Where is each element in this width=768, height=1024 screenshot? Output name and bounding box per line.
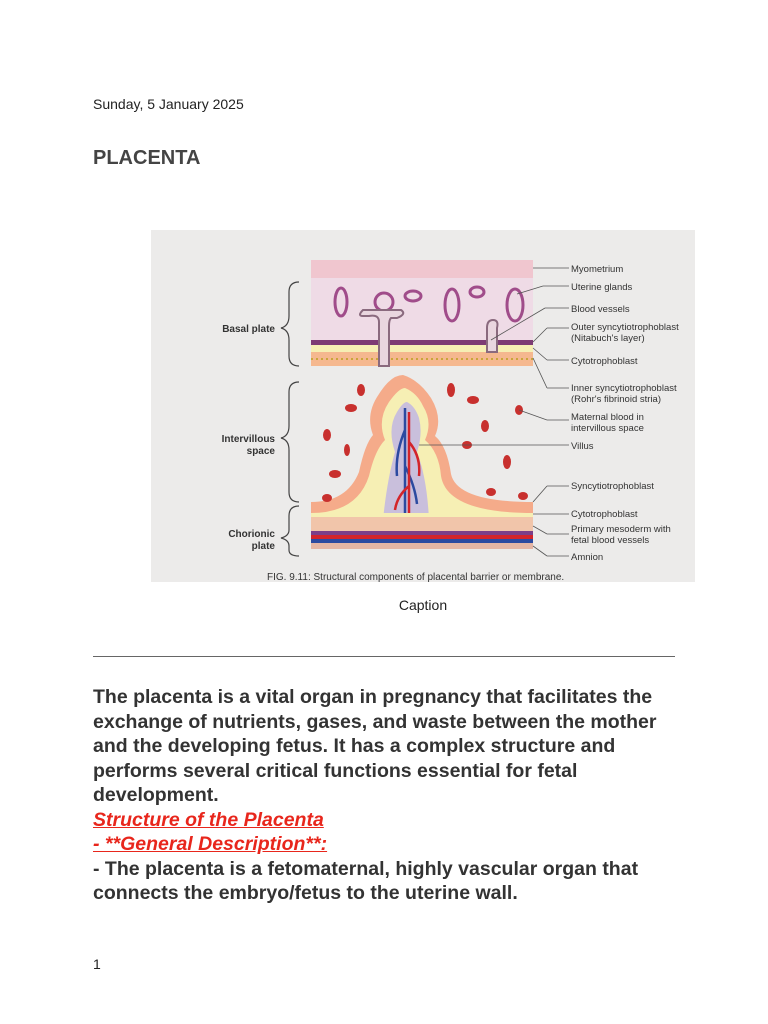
label-villus: Villus (571, 441, 594, 452)
body-text (93, 685, 693, 906)
myometrium-layer (311, 260, 533, 278)
primary-mesoderm (311, 517, 533, 531)
label-outer-syncytio-1: Outer syncytiotrophoblast (571, 322, 679, 333)
amnion-layer (311, 543, 533, 549)
label-mesoderm-2: fetal blood vessels (571, 535, 650, 546)
cytotrophoblast-layer (311, 345, 533, 352)
nitabuch-layer (311, 340, 533, 345)
label-blood-vessels: Blood vessels (571, 304, 630, 315)
label-chorionic-1: Chorionic (228, 529, 275, 540)
intro-paragraph: The placenta is a vital organ in pregnancy that facilitates the exchange of nutrients, gases, and waste between the mother and the developing fetus. It has a complex structure and performs several critical functions essential for fetal development. (93, 686, 657, 806)
spiral-artery-2 (487, 320, 498, 352)
label-cytotrophoblast-2: Cytotrophoblast (571, 509, 638, 520)
document-date: Sunday, 5 January 2025 (93, 96, 244, 112)
figure-caption-text: FIG. 9.11: Structural components of placental barrier or membrane. (267, 572, 565, 582)
uterine-gland-layer (311, 278, 533, 340)
label-uterine-glands: Uterine glands (571, 282, 633, 293)
label-chorionic-2: plate (251, 541, 275, 552)
label-basal-plate: Basal plate (222, 324, 275, 335)
label-intervillous-1: Intervillous (221, 434, 275, 445)
label-myometrium: Myometrium (571, 264, 624, 275)
vessel-purple (311, 531, 533, 535)
vessel-blue (311, 539, 533, 543)
image-caption: Caption (398, 597, 448, 613)
horizontal-divider (93, 656, 675, 657)
chorion-cyto (311, 513, 533, 517)
label-syncytiotrophoblast: Syncytiotrophoblast (571, 481, 654, 492)
label-maternal-blood-1: Maternal blood in (571, 412, 644, 423)
placenta-figure (151, 230, 695, 582)
page-number: 1 (93, 956, 101, 972)
label-inner-syncytio-1: Inner syncytiotrophoblast (571, 383, 677, 394)
label-maternal-blood-2: intervillous space (571, 423, 644, 434)
vessel-red (311, 535, 533, 539)
section-subheading: - **General Description**: (93, 833, 328, 855)
label-amnion: Amnion (571, 552, 604, 563)
label-cytotrophoblast-1: Cytotrophoblast (571, 356, 638, 367)
label-inner-syncytio-2: (Rohr's fibrinoid stria) (571, 394, 661, 405)
label-mesoderm-1: Primary mesoderm with (571, 524, 671, 535)
page-title: PLACENTA (93, 147, 201, 169)
placenta-diagram (151, 230, 695, 582)
bullet-text: - The placenta is a fetomaternal, highly vascular organ that connects the embryo/fetus to the uterine wall. (93, 857, 639, 904)
label-outer-syncytio-2: (Nitabuch's layer) (571, 333, 645, 344)
label-intervillous-2: space (246, 446, 275, 457)
section-heading: Structure of the Placenta (93, 808, 324, 831)
